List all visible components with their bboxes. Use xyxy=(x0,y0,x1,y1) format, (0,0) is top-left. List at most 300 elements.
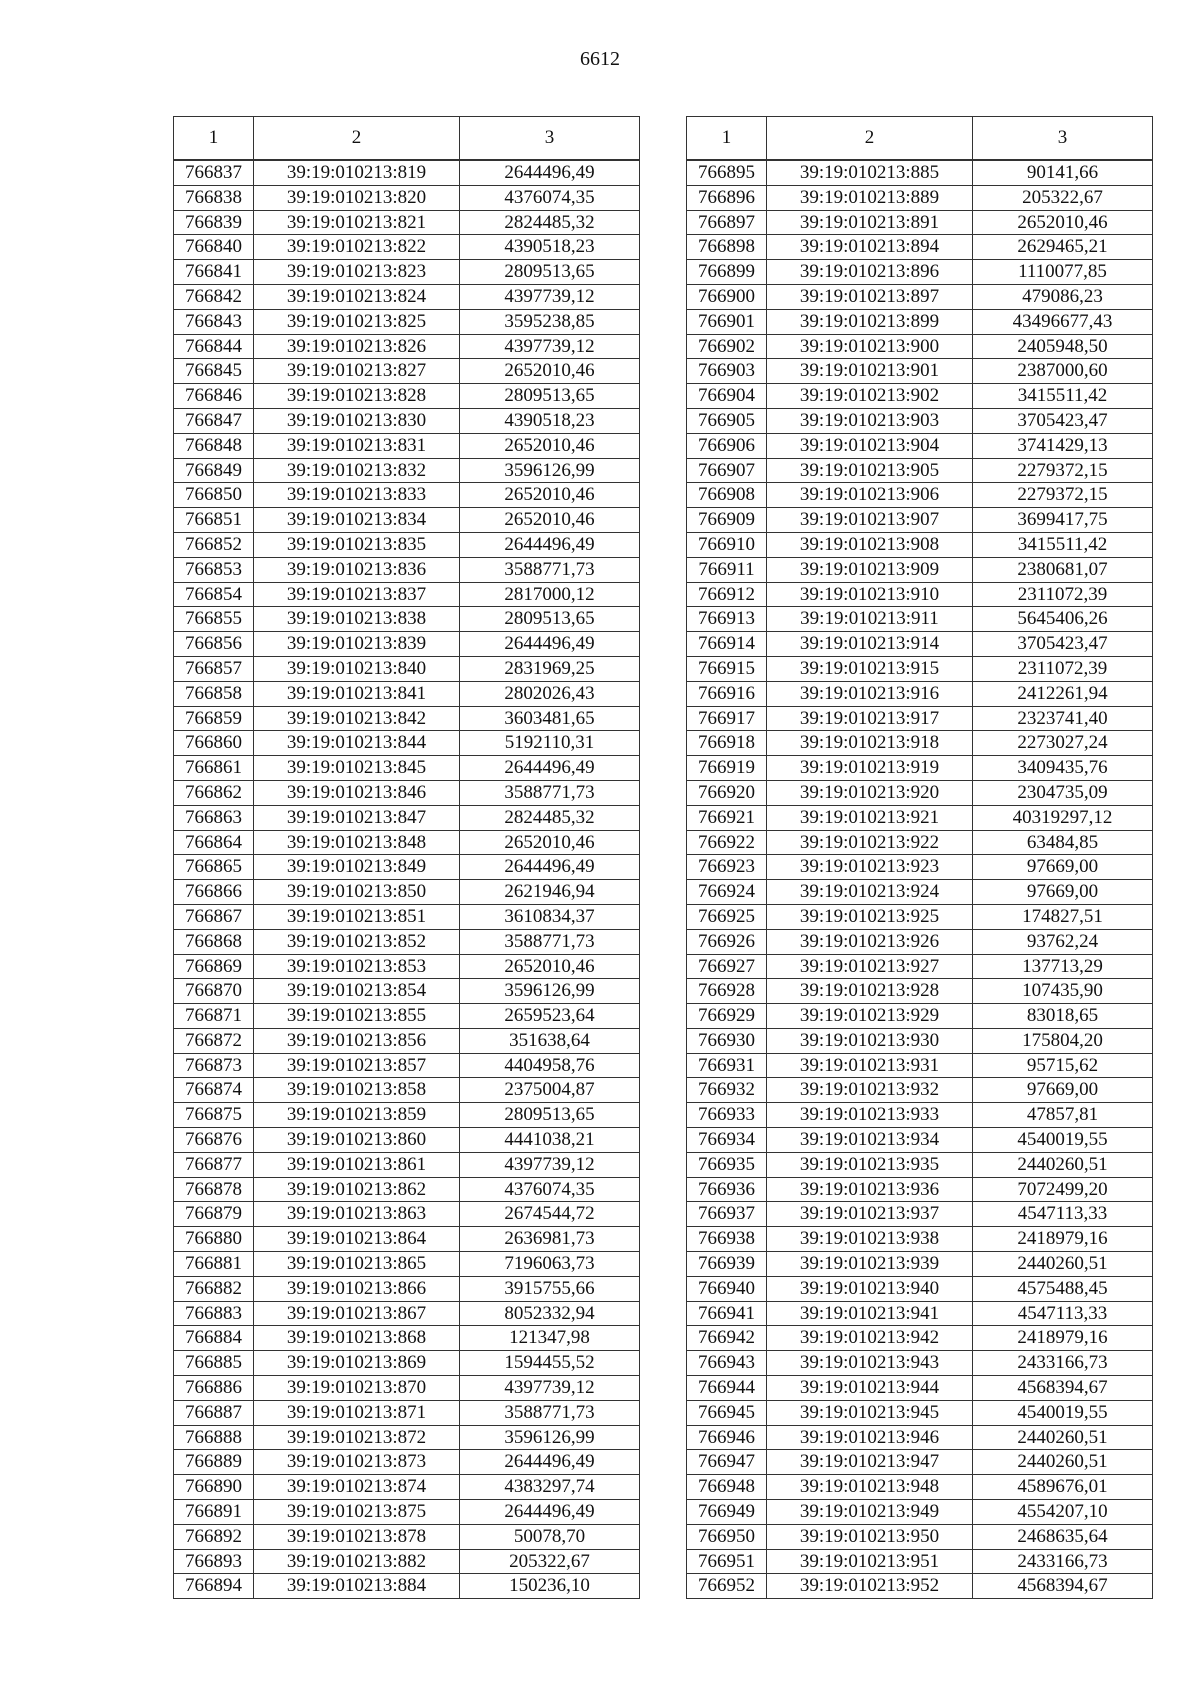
value-cell: 2652010,46 xyxy=(460,359,640,384)
value-cell: 4575488,45 xyxy=(973,1276,1153,1301)
cadastral-number-cell: 39:19:010213:952 xyxy=(767,1574,973,1599)
value-cell: 3588771,73 xyxy=(460,557,640,582)
value-cell: 4376074,35 xyxy=(460,1177,640,1202)
row-number-cell: 766892 xyxy=(174,1524,254,1549)
table-row xyxy=(174,1500,640,1525)
cadastral-number-cell: 39:19:010213:828 xyxy=(254,384,460,409)
row-number-cell: 766940 xyxy=(687,1276,767,1301)
row-number-cell: 766865 xyxy=(174,855,254,880)
cadastral-number-cell: 39:19:010213:914 xyxy=(767,632,973,657)
cadastral-number-cell: 39:19:010213:820 xyxy=(254,185,460,210)
table-row xyxy=(687,1326,1153,1351)
value-cell: 1110077,85 xyxy=(973,260,1153,285)
value-cell: 4390518,23 xyxy=(460,408,640,433)
cadastral-number-cell: 39:19:010213:894 xyxy=(767,235,973,260)
table-row xyxy=(174,1524,640,1549)
row-number-cell: 766894 xyxy=(174,1574,254,1599)
table-row xyxy=(174,582,640,607)
cadastral-number-cell: 39:19:010213:946 xyxy=(767,1425,973,1450)
cadastral-number-cell: 39:19:010213:935 xyxy=(767,1152,973,1177)
cadastral-number-cell: 39:19:010213:853 xyxy=(254,954,460,979)
value-cell: 121347,98 xyxy=(460,1326,640,1351)
row-number-cell: 766872 xyxy=(174,1028,254,1053)
table-row xyxy=(687,1028,1153,1053)
cadastral-number-cell: 39:19:010213:885 xyxy=(767,160,973,185)
cadastral-number-cell: 39:19:010213:916 xyxy=(767,681,973,706)
row-number-cell: 766847 xyxy=(174,408,254,433)
row-number-cell: 766927 xyxy=(687,954,767,979)
value-cell: 2279372,15 xyxy=(973,483,1153,508)
row-number-cell: 766879 xyxy=(174,1202,254,1227)
table-row xyxy=(687,805,1153,830)
cadastral-number-cell: 39:19:010213:866 xyxy=(254,1276,460,1301)
row-number-cell: 766928 xyxy=(687,979,767,1004)
row-number-cell: 766887 xyxy=(174,1400,254,1425)
cadastral-number-cell: 39:19:010213:908 xyxy=(767,532,973,557)
row-number-cell: 766881 xyxy=(174,1252,254,1277)
value-cell: 4568394,67 xyxy=(973,1376,1153,1401)
value-cell: 93762,24 xyxy=(973,929,1153,954)
row-number-cell: 766945 xyxy=(687,1400,767,1425)
value-cell: 3705423,47 xyxy=(973,632,1153,657)
row-number-cell: 766942 xyxy=(687,1326,767,1351)
row-number-cell: 766837 xyxy=(174,160,254,185)
row-number-cell: 766923 xyxy=(687,855,767,880)
cadastral-number-cell: 39:19:010213:896 xyxy=(767,260,973,285)
row-number-cell: 766866 xyxy=(174,880,254,905)
row-number-cell: 766916 xyxy=(687,681,767,706)
cadastral-number-cell: 39:19:010213:951 xyxy=(767,1549,973,1574)
cadastral-number-cell: 39:19:010213:923 xyxy=(767,855,973,880)
row-number-cell: 766871 xyxy=(174,1004,254,1029)
value-cell: 2644496,49 xyxy=(460,756,640,781)
table-row xyxy=(687,656,1153,681)
cadastral-number-cell: 39:19:010213:911 xyxy=(767,607,973,632)
value-cell: 2652010,46 xyxy=(460,508,640,533)
table-row xyxy=(687,1152,1153,1177)
cadastral-number-cell: 39:19:010213:909 xyxy=(767,557,973,582)
row-number-cell: 766907 xyxy=(687,458,767,483)
cadastral-number-cell: 39:19:010213:864 xyxy=(254,1227,460,1252)
row-number-cell: 766890 xyxy=(174,1475,254,1500)
cadastral-number-cell: 39:19:010213:917 xyxy=(767,706,973,731)
value-cell: 2644496,49 xyxy=(460,532,640,557)
row-number-cell: 766920 xyxy=(687,780,767,805)
table-row xyxy=(687,855,1153,880)
cadastral-number-cell: 39:19:010213:834 xyxy=(254,508,460,533)
row-number-cell: 766905 xyxy=(687,408,767,433)
cadastral-number-cell: 39:19:010213:910 xyxy=(767,582,973,607)
cadastral-number-cell: 39:19:010213:838 xyxy=(254,607,460,632)
table-header-row xyxy=(174,117,640,161)
row-number-cell: 766873 xyxy=(174,1053,254,1078)
cadastral-number-cell: 39:19:010213:875 xyxy=(254,1500,460,1525)
table-row xyxy=(687,185,1153,210)
value-cell: 90141,66 xyxy=(973,160,1153,185)
value-cell: 7072499,20 xyxy=(973,1177,1153,1202)
cadastral-number-cell: 39:19:010213:882 xyxy=(254,1549,460,1574)
row-number-cell: 766910 xyxy=(687,532,767,557)
cadastral-number-cell: 39:19:010213:950 xyxy=(767,1524,973,1549)
cadastral-number-cell: 39:19:010213:832 xyxy=(254,458,460,483)
value-cell: 4540019,55 xyxy=(973,1128,1153,1153)
cadastral-number-cell: 39:19:010213:944 xyxy=(767,1376,973,1401)
value-cell: 2636981,73 xyxy=(460,1227,640,1252)
value-cell: 175804,20 xyxy=(973,1028,1153,1053)
row-number-cell: 766885 xyxy=(174,1351,254,1376)
cadastral-number-cell: 39:19:010213:851 xyxy=(254,904,460,929)
value-cell: 3415511,42 xyxy=(973,384,1153,409)
data-table-left xyxy=(173,116,640,1599)
row-number-cell: 766889 xyxy=(174,1450,254,1475)
row-number-cell: 766876 xyxy=(174,1128,254,1153)
row-number-cell: 766891 xyxy=(174,1500,254,1525)
value-cell: 2440260,51 xyxy=(973,1152,1153,1177)
row-number-cell: 766846 xyxy=(174,384,254,409)
table-row xyxy=(174,1103,640,1128)
value-cell: 40319297,12 xyxy=(973,805,1153,830)
row-number-cell: 766946 xyxy=(687,1425,767,1450)
cadastral-number-cell: 39:19:010213:925 xyxy=(767,904,973,929)
value-cell: 3596126,99 xyxy=(460,458,640,483)
value-cell: 2817000,12 xyxy=(460,582,640,607)
table-row xyxy=(687,904,1153,929)
row-number-cell: 766888 xyxy=(174,1425,254,1450)
table-row xyxy=(174,1301,640,1326)
value-cell: 4568394,67 xyxy=(973,1574,1153,1599)
table-row xyxy=(174,284,640,309)
row-number-cell: 766874 xyxy=(174,1078,254,1103)
table-row xyxy=(687,1351,1153,1376)
cadastral-number-cell: 39:19:010213:833 xyxy=(254,483,460,508)
cadastral-number-cell: 39:19:010213:846 xyxy=(254,780,460,805)
cadastral-number-cell: 39:19:010213:934 xyxy=(767,1128,973,1153)
row-number-cell: 766851 xyxy=(174,508,254,533)
table-row xyxy=(174,532,640,557)
cadastral-number-cell: 39:19:010213:825 xyxy=(254,309,460,334)
cadastral-number-cell: 39:19:010213:824 xyxy=(254,284,460,309)
value-cell: 4397739,12 xyxy=(460,1376,640,1401)
row-number-cell: 766935 xyxy=(687,1152,767,1177)
value-cell: 2433166,73 xyxy=(973,1351,1153,1376)
value-cell: 3588771,73 xyxy=(460,929,640,954)
value-cell: 2440260,51 xyxy=(973,1450,1153,1475)
cadastral-number-cell: 39:19:010213:902 xyxy=(767,384,973,409)
cadastral-number-cell: 39:19:010213:945 xyxy=(767,1400,973,1425)
table-row xyxy=(687,1004,1153,1029)
row-number-cell: 766936 xyxy=(687,1177,767,1202)
value-cell: 3596126,99 xyxy=(460,979,640,1004)
row-number-cell: 766841 xyxy=(174,260,254,285)
table-row xyxy=(174,756,640,781)
row-number-cell: 766943 xyxy=(687,1351,767,1376)
cadastral-number-cell: 39:19:010213:869 xyxy=(254,1351,460,1376)
row-number-cell: 766868 xyxy=(174,929,254,954)
cadastral-number-cell: 39:19:010213:926 xyxy=(767,929,973,954)
value-cell: 3588771,73 xyxy=(460,1400,640,1425)
cadastral-number-cell: 39:19:010213:841 xyxy=(254,681,460,706)
row-number-cell: 766951 xyxy=(687,1549,767,1574)
table-row xyxy=(174,880,640,905)
cadastral-number-cell: 39:19:010213:899 xyxy=(767,309,973,334)
table-row xyxy=(687,1202,1153,1227)
cadastral-number-cell: 39:19:010213:949 xyxy=(767,1500,973,1525)
table-row xyxy=(174,309,640,334)
row-number-cell: 766922 xyxy=(687,830,767,855)
table-row xyxy=(687,929,1153,954)
table-row xyxy=(687,582,1153,607)
row-number-cell: 766878 xyxy=(174,1177,254,1202)
value-cell: 3415511,42 xyxy=(973,532,1153,557)
cadastral-number-cell: 39:19:010213:844 xyxy=(254,731,460,756)
row-number-cell: 766893 xyxy=(174,1549,254,1574)
table-row xyxy=(687,1103,1153,1128)
value-cell: 2652010,46 xyxy=(460,954,640,979)
value-cell: 2440260,51 xyxy=(973,1425,1153,1450)
table-row xyxy=(174,1128,640,1153)
cadastral-number-cell: 39:19:010213:822 xyxy=(254,235,460,260)
row-number-cell: 766884 xyxy=(174,1326,254,1351)
value-cell: 2809513,65 xyxy=(460,607,640,632)
value-cell: 4554207,10 xyxy=(973,1500,1153,1525)
value-cell: 95715,62 xyxy=(973,1053,1153,1078)
table-row xyxy=(687,1252,1153,1277)
value-cell: 2311072,39 xyxy=(973,582,1153,607)
value-cell: 4397739,12 xyxy=(460,334,640,359)
table-row xyxy=(687,706,1153,731)
cadastral-number-cell: 39:19:010213:835 xyxy=(254,532,460,557)
table-row xyxy=(174,656,640,681)
table-row xyxy=(687,632,1153,657)
table-row xyxy=(687,756,1153,781)
value-cell: 2412261,94 xyxy=(973,681,1153,706)
value-cell: 2629465,21 xyxy=(973,235,1153,260)
table-row xyxy=(174,1574,640,1599)
row-number-cell: 766861 xyxy=(174,756,254,781)
row-number-cell: 766913 xyxy=(687,607,767,632)
value-cell: 4376074,35 xyxy=(460,185,640,210)
row-number-cell: 766917 xyxy=(687,706,767,731)
value-cell: 2644496,49 xyxy=(460,1500,640,1525)
value-cell: 174827,51 xyxy=(973,904,1153,929)
row-number-cell: 766895 xyxy=(687,160,767,185)
row-number-cell: 766845 xyxy=(174,359,254,384)
table-row xyxy=(174,1252,640,1277)
value-cell: 2279372,15 xyxy=(973,458,1153,483)
row-number-cell: 766926 xyxy=(687,929,767,954)
value-cell: 2440260,51 xyxy=(973,1252,1153,1277)
cadastral-number-cell: 39:19:010213:852 xyxy=(254,929,460,954)
row-number-cell: 766915 xyxy=(687,656,767,681)
cadastral-number-cell: 39:19:010213:871 xyxy=(254,1400,460,1425)
cadastral-number-cell: 39:19:010213:933 xyxy=(767,1103,973,1128)
value-cell: 63484,85 xyxy=(973,830,1153,855)
table-row xyxy=(174,607,640,632)
value-cell: 150236,10 xyxy=(460,1574,640,1599)
value-cell: 2644496,49 xyxy=(460,160,640,185)
cadastral-number-cell: 39:19:010213:837 xyxy=(254,582,460,607)
table-row xyxy=(687,334,1153,359)
row-number-cell: 766840 xyxy=(174,235,254,260)
table-row xyxy=(687,408,1153,433)
row-number-cell: 766934 xyxy=(687,1128,767,1153)
value-cell: 5192110,31 xyxy=(460,731,640,756)
value-cell: 2273027,24 xyxy=(973,731,1153,756)
cadastral-number-cell: 39:19:010213:889 xyxy=(767,185,973,210)
table-row xyxy=(687,880,1153,905)
table-row xyxy=(687,1475,1153,1500)
row-number-cell: 766896 xyxy=(687,185,767,210)
cadastral-number-cell: 39:19:010213:874 xyxy=(254,1475,460,1500)
cadastral-number-cell: 39:19:010213:839 xyxy=(254,632,460,657)
row-number-cell: 766914 xyxy=(687,632,767,657)
column-header-1: 1 xyxy=(174,117,254,161)
value-cell: 97669,00 xyxy=(973,880,1153,905)
table-row xyxy=(687,557,1153,582)
table-row xyxy=(174,855,640,880)
value-cell: 4390518,23 xyxy=(460,235,640,260)
cadastral-number-cell: 39:19:010213:872 xyxy=(254,1425,460,1450)
table-row xyxy=(174,359,640,384)
table-row xyxy=(687,309,1153,334)
table-row xyxy=(174,160,640,185)
value-cell: 479086,23 xyxy=(973,284,1153,309)
table-row xyxy=(687,284,1153,309)
value-cell: 1594455,52 xyxy=(460,1351,640,1376)
column-header-2: 2 xyxy=(254,117,460,161)
value-cell: 3588771,73 xyxy=(460,780,640,805)
cadastral-number-cell: 39:19:010213:857 xyxy=(254,1053,460,1078)
value-cell: 2468635,64 xyxy=(973,1524,1153,1549)
row-number-cell: 766860 xyxy=(174,731,254,756)
table-row xyxy=(687,384,1153,409)
row-number-cell: 766867 xyxy=(174,904,254,929)
table-row xyxy=(174,904,640,929)
row-number-cell: 766930 xyxy=(687,1028,767,1053)
table-row xyxy=(687,1574,1153,1599)
row-number-cell: 766950 xyxy=(687,1524,767,1549)
column-header-1: 1 xyxy=(687,117,767,161)
value-cell: 2323741,40 xyxy=(973,706,1153,731)
table-row xyxy=(687,458,1153,483)
row-number-cell: 766897 xyxy=(687,210,767,235)
cadastral-number-cell: 39:19:010213:924 xyxy=(767,880,973,905)
value-cell: 4397739,12 xyxy=(460,284,640,309)
row-number-cell: 766941 xyxy=(687,1301,767,1326)
row-number-cell: 766839 xyxy=(174,210,254,235)
value-cell: 50078,70 xyxy=(460,1524,640,1549)
cadastral-number-cell: 39:19:010213:921 xyxy=(767,805,973,830)
row-number-cell: 766952 xyxy=(687,1574,767,1599)
value-cell: 2809513,65 xyxy=(460,1103,640,1128)
value-cell: 137713,29 xyxy=(973,954,1153,979)
cadastral-number-cell: 39:19:010213:915 xyxy=(767,656,973,681)
cadastral-number-cell: 39:19:010213:823 xyxy=(254,260,460,285)
table-row xyxy=(174,706,640,731)
row-number-cell: 766875 xyxy=(174,1103,254,1128)
value-cell: 4547113,33 xyxy=(973,1301,1153,1326)
table-row xyxy=(687,1301,1153,1326)
cadastral-number-cell: 39:19:010213:831 xyxy=(254,433,460,458)
row-number-cell: 766857 xyxy=(174,656,254,681)
value-cell: 3596126,99 xyxy=(460,1425,640,1450)
cadastral-number-cell: 39:19:010213:919 xyxy=(767,756,973,781)
table-row xyxy=(174,1376,640,1401)
value-cell: 2433166,73 xyxy=(973,1549,1153,1574)
table-row xyxy=(174,1004,640,1029)
table-row xyxy=(687,1450,1153,1475)
table-row xyxy=(687,508,1153,533)
table-row xyxy=(687,1376,1153,1401)
value-cell: 2644496,49 xyxy=(460,855,640,880)
value-cell: 2652010,46 xyxy=(460,483,640,508)
row-number-cell: 766901 xyxy=(687,309,767,334)
cadastral-number-cell: 39:19:010213:907 xyxy=(767,508,973,533)
cadastral-number-cell: 39:19:010213:941 xyxy=(767,1301,973,1326)
table-row xyxy=(174,483,640,508)
row-number-cell: 766859 xyxy=(174,706,254,731)
table-row xyxy=(174,1400,640,1425)
cadastral-number-cell: 39:19:010213:943 xyxy=(767,1351,973,1376)
table-row xyxy=(687,607,1153,632)
cadastral-number-cell: 39:19:010213:873 xyxy=(254,1450,460,1475)
cadastral-number-cell: 39:19:010213:878 xyxy=(254,1524,460,1549)
table-row xyxy=(174,1227,640,1252)
value-cell: 97669,00 xyxy=(973,855,1153,880)
value-cell: 2644496,49 xyxy=(460,632,640,657)
row-number-cell: 766932 xyxy=(687,1078,767,1103)
value-cell: 2824485,32 xyxy=(460,210,640,235)
cadastral-number-cell: 39:19:010213:942 xyxy=(767,1326,973,1351)
value-cell: 351638,64 xyxy=(460,1028,640,1053)
column-header-3: 3 xyxy=(460,117,640,161)
table-row xyxy=(687,1500,1153,1525)
cadastral-number-cell: 39:19:010213:840 xyxy=(254,656,460,681)
value-cell: 2659523,64 xyxy=(460,1004,640,1029)
table-row xyxy=(174,1028,640,1053)
value-cell: 2802026,43 xyxy=(460,681,640,706)
value-cell: 5645406,26 xyxy=(973,607,1153,632)
table-row xyxy=(687,1053,1153,1078)
table-row xyxy=(687,483,1153,508)
table-row xyxy=(174,185,640,210)
cadastral-number-cell: 39:19:010213:918 xyxy=(767,731,973,756)
cadastral-number-cell: 39:19:010213:940 xyxy=(767,1276,973,1301)
value-cell: 2311072,39 xyxy=(973,656,1153,681)
cadastral-number-cell: 39:19:010213:865 xyxy=(254,1252,460,1277)
cadastral-number-cell: 39:19:010213:845 xyxy=(254,756,460,781)
value-cell: 83018,65 xyxy=(973,1004,1153,1029)
cadastral-number-cell: 39:19:010213:859 xyxy=(254,1103,460,1128)
value-cell: 7196063,73 xyxy=(460,1252,640,1277)
row-number-cell: 766856 xyxy=(174,632,254,657)
table-row xyxy=(174,384,640,409)
table-row xyxy=(174,1475,640,1500)
cadastral-number-cell: 39:19:010213:842 xyxy=(254,706,460,731)
table-row xyxy=(687,1078,1153,1103)
row-number-cell: 766909 xyxy=(687,508,767,533)
table-header-row xyxy=(687,117,1153,161)
value-cell: 8052332,94 xyxy=(460,1301,640,1326)
table-row xyxy=(174,1276,640,1301)
table-row xyxy=(174,780,640,805)
cadastral-number-cell: 39:19:010213:830 xyxy=(254,408,460,433)
data-table-right xyxy=(686,116,1153,1599)
row-number-cell: 766864 xyxy=(174,830,254,855)
value-cell: 4547113,33 xyxy=(973,1202,1153,1227)
cadastral-number-cell: 39:19:010213:849 xyxy=(254,855,460,880)
row-number-cell: 766862 xyxy=(174,780,254,805)
